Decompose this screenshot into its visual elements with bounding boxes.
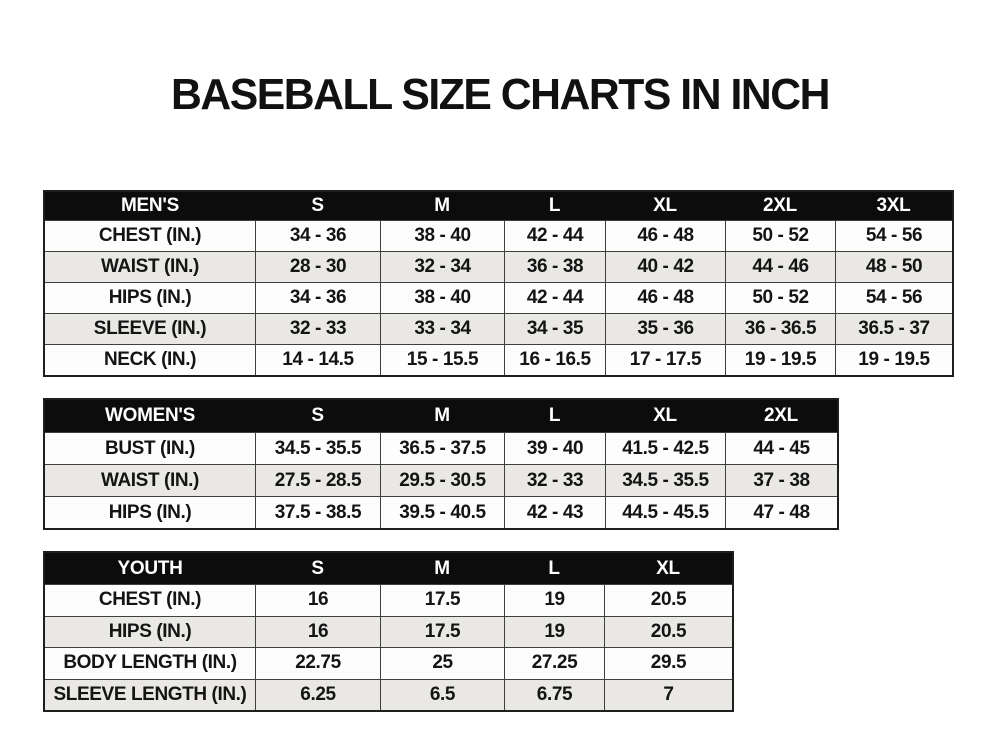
table-row xyxy=(45,344,952,375)
value-cell: 34.5 - 35.5 xyxy=(605,465,725,496)
table-row xyxy=(45,220,952,251)
size-header-cell: 3XL xyxy=(876,195,911,216)
value-cell: 19 - 19.5 xyxy=(725,345,835,375)
value-cell: 36 - 38 xyxy=(504,252,605,282)
value-cell: 42 - 44 xyxy=(504,283,605,313)
value-cell: 50 - 52 xyxy=(725,283,835,313)
value-cell: 40 - 42 xyxy=(605,252,725,282)
value-cell: 39.5 - 40.5 xyxy=(380,497,504,528)
value-cell: 6.75 xyxy=(504,680,604,711)
table-header-row xyxy=(45,553,732,584)
size-header-cell: M xyxy=(434,557,450,579)
row-label-cell: CHEST (IN.) xyxy=(98,589,202,611)
size-header-cell: M xyxy=(434,195,450,216)
size-header-cell: L xyxy=(548,405,561,426)
size-header-cell: S xyxy=(311,557,324,579)
table-row xyxy=(45,282,952,313)
value-cell: 34 - 35 xyxy=(504,314,605,344)
size-header-cell: L xyxy=(548,195,561,216)
table-row xyxy=(45,679,732,711)
row-label-cell: CHEST (IN.) xyxy=(98,225,202,246)
value-cell: 6.25 xyxy=(255,680,380,711)
value-cell: 35 - 36 xyxy=(605,314,725,344)
table-header-row xyxy=(45,400,837,432)
value-cell: 6.5 xyxy=(380,680,504,711)
value-cell: 54 - 56 xyxy=(835,283,952,313)
value-cell: 17.5 xyxy=(380,617,504,648)
value-cell: 20.5 xyxy=(604,585,732,616)
value-cell: 14 - 14.5 xyxy=(255,345,380,375)
value-cell: 16 xyxy=(255,617,380,648)
value-cell: 47 - 48 xyxy=(725,497,837,528)
size-header-cell: S xyxy=(311,195,324,216)
youth-size-table xyxy=(43,551,734,712)
row-label-cell: WAIST (IN.) xyxy=(101,469,199,491)
value-cell: 29.5 xyxy=(604,648,732,679)
value-cell: 38 - 40 xyxy=(380,283,504,313)
value-cell: 39 - 40 xyxy=(504,433,605,464)
value-cell: 38 - 40 xyxy=(380,221,504,251)
value-cell: 7 xyxy=(604,680,732,711)
value-cell: 46 - 48 xyxy=(605,283,725,313)
value-cell: 32 - 33 xyxy=(504,465,605,496)
table-title-cell: WOMEN'S xyxy=(104,405,196,426)
value-cell: 37.5 - 38.5 xyxy=(255,497,380,528)
value-cell: 33 - 34 xyxy=(380,314,504,344)
row-label-cell: BUST (IN.) xyxy=(105,437,195,459)
size-header-cell: XL xyxy=(653,405,677,426)
value-cell: 25 xyxy=(380,648,504,679)
row-label-cell: SLEEVE (IN.) xyxy=(93,318,207,339)
value-cell: 44.5 - 45.5 xyxy=(605,497,725,528)
size-header-cell: L xyxy=(548,557,560,579)
value-cell: 16 xyxy=(255,585,380,616)
size-header-cell: XL xyxy=(656,557,680,579)
page-title: BASEBALL SIZE CHARTS IN INCH xyxy=(171,70,829,119)
value-cell: 17 - 17.5 xyxy=(605,345,725,375)
value-cell: 29.5 - 30.5 xyxy=(380,465,504,496)
value-cell: 36.5 - 37 xyxy=(835,314,952,344)
value-cell: 44 - 46 xyxy=(725,252,835,282)
mens-size-table xyxy=(43,190,954,377)
value-cell: 44 - 45 xyxy=(725,433,837,464)
value-cell: 54 - 56 xyxy=(835,221,952,251)
value-cell: 41.5 - 42.5 xyxy=(605,433,725,464)
value-cell: 28 - 30 xyxy=(255,252,380,282)
value-cell: 32 - 34 xyxy=(380,252,504,282)
row-label-cell: NECK (IN.) xyxy=(103,349,197,370)
value-cell: 32 - 33 xyxy=(255,314,380,344)
value-cell: 42 - 43 xyxy=(504,497,605,528)
value-cell: 19 xyxy=(504,585,604,616)
table-row xyxy=(45,496,837,528)
value-cell: 17.5 xyxy=(380,585,504,616)
value-cell: 27.5 - 28.5 xyxy=(255,465,380,496)
value-cell: 34.5 - 35.5 xyxy=(255,433,380,464)
value-cell: 16 - 16.5 xyxy=(504,345,605,375)
table-title-cell: YOUTH xyxy=(117,557,183,579)
value-cell: 15 - 15.5 xyxy=(380,345,504,375)
table-row xyxy=(45,432,837,464)
value-cell: 42 - 44 xyxy=(504,221,605,251)
size-header-cell: XL xyxy=(653,195,677,216)
size-header-cell: M xyxy=(434,405,450,426)
value-cell: 34 - 36 xyxy=(255,221,380,251)
size-header-cell: 2XL xyxy=(764,405,798,426)
row-label-cell: HIPS (IN.) xyxy=(108,620,192,642)
table-row xyxy=(45,584,732,616)
value-cell: 50 - 52 xyxy=(725,221,835,251)
value-cell: 48 - 50 xyxy=(835,252,952,282)
table-row xyxy=(45,464,837,496)
row-label-cell: HIPS (IN.) xyxy=(108,287,192,308)
value-cell: 36.5 - 37.5 xyxy=(380,433,504,464)
value-cell: 19 - 19.5 xyxy=(835,345,952,375)
table-row xyxy=(45,251,952,282)
value-cell: 46 - 48 xyxy=(605,221,725,251)
womens-size-table xyxy=(43,398,839,530)
size-header-cell: S xyxy=(311,405,324,426)
table-header-row xyxy=(45,192,952,220)
value-cell: 36 - 36.5 xyxy=(725,314,835,344)
value-cell: 20.5 xyxy=(604,617,732,648)
row-label-cell: SLEEVE LENGTH (IN.) xyxy=(53,683,247,705)
size-header-cell: 2XL xyxy=(763,195,797,216)
value-cell: 22.75 xyxy=(255,648,380,679)
table-row xyxy=(45,313,952,344)
value-cell: 34 - 36 xyxy=(255,283,380,313)
table-title-cell: MEN'S xyxy=(121,195,179,216)
table-row xyxy=(45,616,732,648)
row-label-cell: WAIST (IN.) xyxy=(101,256,199,277)
value-cell: 27.25 xyxy=(504,648,604,679)
value-cell: 37 - 38 xyxy=(725,465,837,496)
row-label-cell: BODY LENGTH (IN.) xyxy=(63,652,237,674)
row-label-cell: HIPS (IN.) xyxy=(108,501,192,523)
table-row xyxy=(45,647,732,679)
value-cell: 19 xyxy=(504,617,604,648)
